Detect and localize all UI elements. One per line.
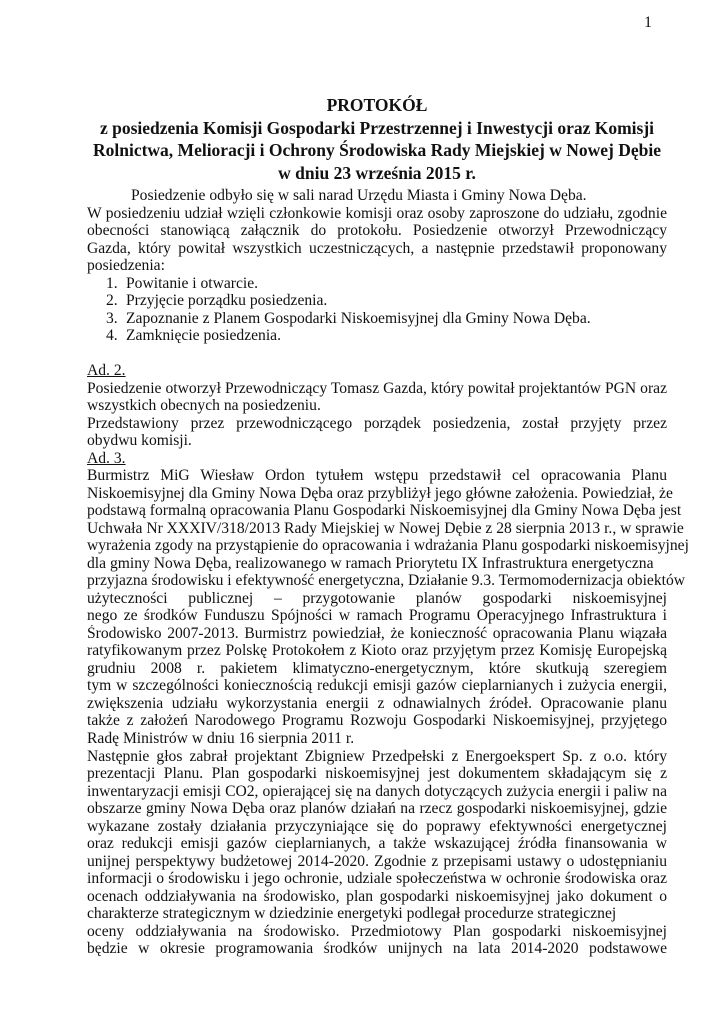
text-line (87, 625, 667, 643)
text-line (87, 240, 667, 258)
line-text: Posiedzenie odbyło się w sali narad Urzędu Miasta i Gminy Nowa Dęba. (131, 187, 587, 204)
line-text: Burmistrz MiG Wiesław Ordon tytułem wstępu przedstawił cel opracowania Planu (87, 467, 667, 485)
section-heading (87, 450, 667, 468)
text-line (87, 888, 667, 906)
text-line (87, 923, 667, 941)
line-text: Przyjęcie porządku posiedzenia. (126, 292, 328, 310)
line-text: ratyfikowanym przez Polskę Protokołem z Kioto oraz przyjętym przez Komisję Europejską (87, 642, 667, 660)
line-text: wszystkich obecnych na posiedzeniu. (87, 397, 321, 415)
text-line (87, 853, 667, 871)
line-text: dla gminy Nowa Dęba, realizowanego w ramach Priorytetu IX Infrastruktura energetyczna (87, 554, 654, 572)
line-text: W posiedzeniu udział wzięli członkowie komisji oraz osoby zaproszone do udziału, zgodnie (87, 204, 667, 222)
document-body (87, 187, 689, 958)
title-line: Rolnictwa, Melioracji i Ochrony Środowiska Rady Miejskiej w Nowej Dębie (92, 140, 662, 161)
line-text: Niskoemisyjnej dla Gminy Nowa Dęba oraz przybliżył jego główne założenia. Powiedział, że (87, 484, 673, 502)
text-line (87, 870, 667, 888)
text-line (87, 835, 667, 853)
text-line (87, 205, 667, 223)
line-text: będzie w okresie programowania środków unijnych na lata 2014-2020 podstawowe (87, 940, 667, 958)
line-text: użyteczności publicznej – przygotowanie planów gospodarki niskoemisyjnej (87, 589, 667, 607)
text-line (87, 537, 689, 555)
text-line (87, 222, 667, 240)
line-text: inwentaryzacji emisji CO2, opierającej się na danych dotyczących zużycia energii i paliw na (87, 782, 667, 800)
line-text: Ad. 3. (87, 449, 126, 467)
text-line (87, 783, 667, 801)
line-text: wyrażenia zgody na przystąpienie do opracowania i wdrażania Planu gospodarki niskoemisyjnej (87, 537, 689, 555)
line-text: oraz redukcji emisji gazów cieplarnianych, a także wskazującej źródła finansowania w (87, 835, 667, 853)
text-line (87, 660, 667, 678)
line-text: Następnie głos zabrał projektant Zbigniew Przedpełski z Energoekspert Sp. z o.o. który (87, 747, 667, 765)
text-line (87, 695, 667, 713)
text-line (87, 187, 667, 205)
line-text: obecności stanowiącą załącznik do protokołu. Posiedzenie otworzył Przewodniczący (87, 222, 667, 240)
line-text: przyjazna środowisku i efektywność energetyczna, Działanie 9.3. Termomodernizacja obiektów (87, 572, 686, 590)
text-line (87, 380, 667, 398)
text-line (87, 905, 667, 923)
page-number: 1 (644, 14, 652, 31)
line-text: informacji o środowisku i jego ochronie, udziale społeczeństwa w ochronie środowiska oraz (87, 870, 667, 888)
line-text: unijnej perspektywy budżetowej 2014-2020. Zgodnie z przepisami ustawy o udostępnianiu (87, 852, 667, 870)
agenda-item (87, 327, 667, 345)
title-line: PROTOKÓŁ (326, 95, 428, 115)
agenda-item (87, 310, 667, 328)
text-line (87, 415, 667, 433)
text-line (87, 818, 667, 836)
line-text: obydwu komisji. (87, 432, 192, 450)
line-text: posiedzenia: (87, 257, 165, 275)
line-text: Zapoznanie z Planem Gospodarki Niskoemisyjnej dla Gminy Nowa Dęba. (126, 309, 591, 327)
text-line (87, 607, 667, 625)
text-line (87, 800, 667, 818)
line-text: Powitanie i otwarcie. (126, 274, 259, 292)
line-text: Ad. 2. (87, 362, 126, 380)
line-text: prezentacji Planu. Plan gospodarki niskoemisyjnej jest dokumentem składającym się z (87, 765, 667, 783)
text-line (87, 730, 667, 748)
text-line (87, 572, 686, 590)
line-text: Przedstawiony przez przewodniczącego porządek posiedzenia, został przyjęty przez (87, 414, 667, 432)
text-line (87, 345, 667, 363)
line-text: ocenach oddziaływania na środowisko, plan gospodarki niskoemisyjnej jako dokument o (87, 887, 667, 905)
line-text: obszarze gminy Nowa Dęba oraz planów działań na rzecz gospodarki niskoemisyjnej, gdzie (87, 800, 667, 818)
line-text: nego ze środków Funduszu Spójności w ramach Programu Operacyjnego Infrastruktura i (87, 607, 667, 625)
text-line (87, 677, 667, 695)
text-line (87, 712, 667, 730)
line-text: także z założeń Narodowego Programu Rozwoju Gospodarki Niskoemisyjnej, przyjętego (87, 712, 667, 730)
text-line (87, 519, 684, 538)
line-text: wykazane zostały działania przyczyniające się do poprawy efektywności energetycznej (87, 817, 667, 835)
line-text: charakterze strategicznym w dziedzinie energetyki podlegał procedurze strategicznej (87, 905, 617, 923)
text-line (87, 748, 667, 766)
text-line (87, 467, 667, 485)
document-title (60, 94, 694, 184)
title-line: z posiedzenia Komisji Gospodarki Przestrzennej i Inwestycji oraz Komisji (99, 117, 655, 138)
agenda-item (87, 275, 667, 293)
line-text: Zamknięcie posiedzenia. (126, 327, 282, 345)
line-text: Gazda, który powitał wszystkich uczestniczących, a następnie przedstawił proponowany (87, 239, 667, 257)
agenda-number: 2. (106, 292, 118, 310)
title-line: w dniu 23 września 2015 r. (278, 162, 476, 183)
text-line (87, 555, 667, 573)
text-line (87, 590, 667, 608)
text-line (87, 257, 667, 275)
text-line (87, 642, 667, 660)
line-text: oceny oddziaływania na środowisko. Przedmiotowy Plan gospodarki niskoemisyjnej (87, 922, 667, 940)
text-line (87, 502, 682, 520)
line-text: Środowisko 2007-2013. Burmistrz powiedział, że konieczność opracowania Planu wiązała (87, 624, 667, 642)
line-text: podstawą formalną opracowania Planu Gospodarki Niskoemisyjnej dla Gminy Nowa Dęba jest (87, 502, 682, 520)
agenda-number: 4. (106, 327, 118, 345)
line-text: grudniu 2008 r. pakietem klimatyczno-energetycznym, które skutkują szeregiem (87, 659, 667, 677)
line-text: tym w szczególności koniecznością redukcji emisji gazów cieplarnianych i zużycia energii, (87, 677, 667, 695)
text-line (87, 484, 673, 503)
line-text: zwiększenia udziału wykorzystania energii z odnawialnych źródeł. Opracowanie planu (87, 694, 667, 712)
line-text: Radę Ministrów w dniu 16 sierpnia 2011 r. (87, 729, 355, 747)
line-text: Uchwała Nr XXXIV/318/2013 Rady Miejskiej w Nowej Dębie z 28 sierpnia 2013 r., w sprawie (87, 519, 684, 537)
text-line (87, 397, 667, 415)
text-line (87, 432, 667, 450)
agenda-number: 1. (106, 274, 118, 292)
line-text: Posiedzenie otworzył Przewodniczący Tomasz Gazda, który powitał projektantów PGN oraz (87, 379, 667, 397)
section-heading (87, 362, 667, 380)
text-line (87, 940, 667, 958)
agenda-item (87, 292, 667, 310)
agenda-number: 3. (106, 309, 118, 327)
text-line (87, 765, 667, 783)
